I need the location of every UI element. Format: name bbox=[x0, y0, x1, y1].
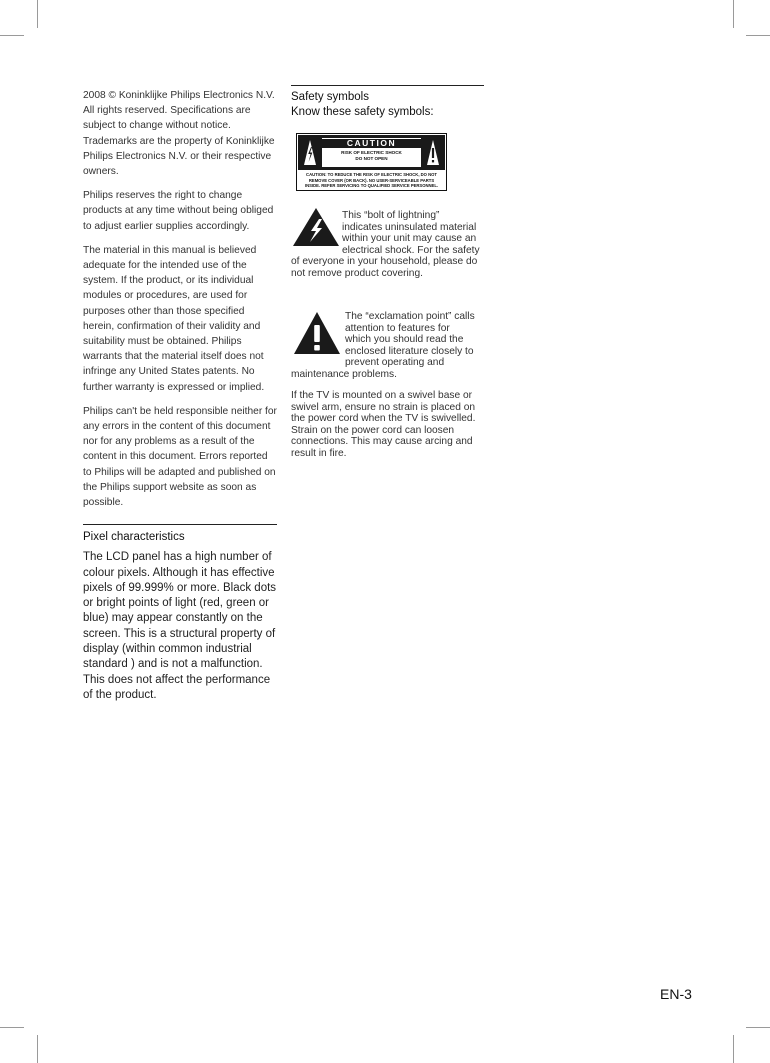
crop-mark bbox=[37, 0, 38, 28]
caution-risk bbox=[322, 150, 421, 161]
exclamation-line: maintenance problems. bbox=[291, 369, 397, 380]
left-column bbox=[83, 88, 277, 703]
copyright-paragraph: 2008 © Koninklijke Philips Electronics N.V. All rights reserved. Specifications are subject to change without notice. Trademarks are the property of Koninklijke Philips Electronics N.V. or their respective owners. bbox=[83, 90, 275, 178]
lightning-bolt-icon bbox=[303, 139, 317, 166]
caution-title: CAUTION bbox=[322, 139, 421, 148]
crop-mark bbox=[37, 1035, 38, 1063]
crop-mark bbox=[0, 1027, 24, 1028]
lightning-bolt-icon bbox=[292, 207, 340, 247]
crop-mark bbox=[733, 0, 734, 28]
warning-line: REMOVE COVER (OR BACK). NO USER-SERVICEABLE PARTS bbox=[308, 177, 435, 183]
risk-line: RISK OF ELECTRIC SHOCK bbox=[341, 150, 402, 155]
lightning-line: within your unit may cause an bbox=[342, 233, 477, 245]
exclamation-line: enclosed literature closely to bbox=[345, 345, 474, 357]
lightning-line: indicates uninsulated material bbox=[342, 221, 477, 233]
risk-line: DO NOT OPEN bbox=[355, 155, 388, 161]
exclamation-line: attention to features for bbox=[345, 322, 450, 334]
section-divider bbox=[83, 524, 277, 525]
exclamation-text-bottom bbox=[291, 369, 487, 381]
lightning-line: not remove product covering. bbox=[291, 267, 423, 279]
lightning-text-top bbox=[342, 210, 487, 256]
material-paragraph: The material in this manual is believed adequate for the intended use of the system. If the product, or its individual modules or procedures, are used for purposes other than those specified herein, confirmation of their validity and suitability must be obtained. Philips warrants that the material itself does not infringe any United States patents. No further warranty is expressed or implied. bbox=[83, 244, 265, 393]
exclamation-text-top bbox=[345, 311, 487, 369]
warning-line: INSIDE. REFER SERVICING TO QUALIFIED SERVICE PERSONNEL. bbox=[304, 183, 439, 189]
caution-label bbox=[296, 133, 447, 191]
safety-heading: Safety symbols bbox=[291, 91, 369, 103]
crop-mark bbox=[746, 1027, 770, 1028]
caution-warning bbox=[298, 172, 445, 189]
pixel-body: The LCD panel has a high number of colour pixels. Although it has effective pixels of 99.999% or more. Black dots or bright points of light (red, green or blue) may appear constantly on the screen. This is a structural property of display (within common industrial standard ) and is not a malfunction. This does not affect the performance of the product. bbox=[83, 551, 277, 701]
caution-text-box bbox=[322, 138, 421, 167]
safety-subheading: Know these safety symbols: bbox=[291, 106, 434, 118]
crop-mark bbox=[746, 35, 770, 36]
pixel-heading: Pixel characteristics bbox=[83, 531, 185, 544]
swivel-paragraph: If the TV is mounted on a swivel base or swivel arm, ensure no strain is placed on the power cord when the TV is swivelled. Strain on the power cord can loosen connections. This may cause arcing and result in fire. bbox=[291, 390, 476, 459]
lightning-line: This “bolt of lightning” bbox=[342, 210, 440, 221]
lightning-line: of everyone in your household, please do bbox=[291, 256, 478, 267]
lightning-line: electrical shock. For the safety bbox=[342, 244, 480, 256]
exclamation-line: which you should read the bbox=[345, 334, 464, 346]
exclamation-icon bbox=[426, 139, 440, 166]
change-notice-paragraph: Philips reserves the right to change products at any time without being obliged to adjust earlier supplies accordingly. bbox=[83, 190, 274, 232]
caution-band bbox=[298, 135, 445, 170]
crop-mark bbox=[733, 1035, 734, 1063]
exclamation-triangle-icon bbox=[293, 311, 341, 355]
crop-mark bbox=[0, 35, 24, 36]
exclamation-line: prevent operating and bbox=[345, 357, 445, 369]
lightning-text-bottom bbox=[291, 256, 487, 279]
warning-line: CAUTION: TO REDUCE THE RISK OF ELECTRIC SHOCK, DO NOT bbox=[306, 172, 437, 177]
page-number: EN-3 bbox=[660, 986, 692, 1002]
exclamation-line: The “exclamation point” calls bbox=[345, 311, 475, 322]
right-column bbox=[291, 85, 484, 126]
section-divider bbox=[291, 85, 484, 86]
responsibility-paragraph: Philips can't be held responsible neither for any errors in the content of this document nor for any problems as a result of the content in this document. Errors reported to Philips will be adapted and published on the Philips support website as soon as possible. bbox=[83, 405, 277, 509]
